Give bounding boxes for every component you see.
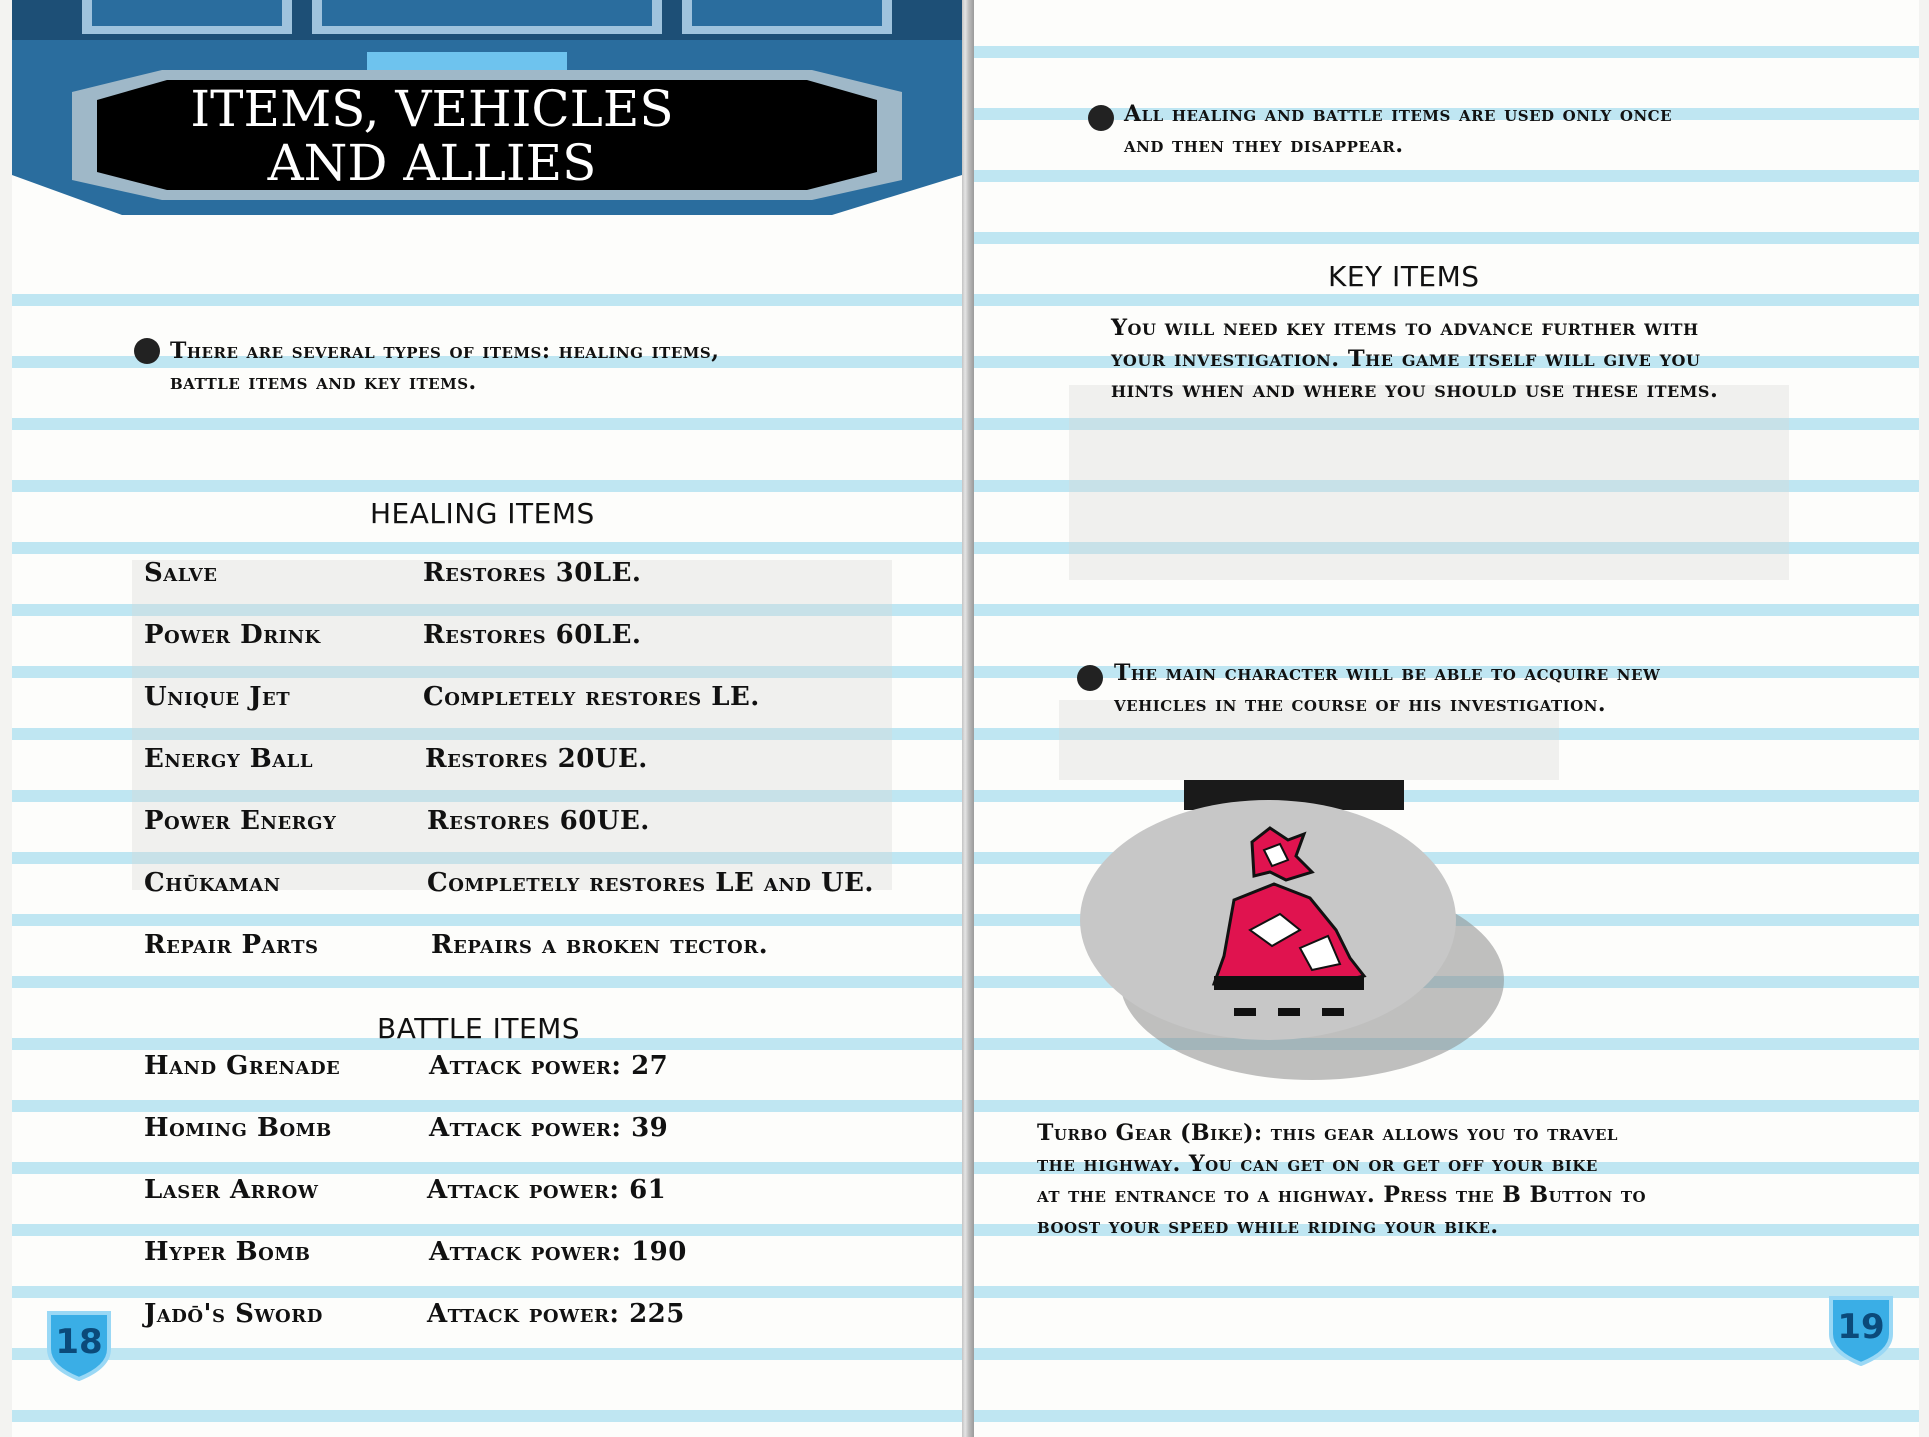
vehicle-line-2: vehicles in the course of his investigation. [1114, 691, 1607, 717]
battle-item-name: Laser Arrow [144, 1175, 319, 1205]
healing-item-effect: Restores 30LE. [423, 558, 642, 588]
battle-item-effect: Attack power: 27 [429, 1051, 669, 1081]
turbo-gear-paragraph [1037, 1118, 1646, 1242]
battle-items-heading: BATTLE ITEMS [377, 1012, 581, 1045]
intro-line-2: battle items and key items. [170, 369, 477, 395]
turbo-gear-bike-icon [1074, 780, 1514, 1090]
healing-item-name: Unique Jet [144, 682, 291, 712]
healing-item-effect: Restores 60UE. [427, 806, 650, 836]
battle-item-name: Hand Grenade [144, 1051, 341, 1081]
faded-background-block [1069, 385, 1789, 580]
key-items-heading: KEY ITEMS [1328, 260, 1480, 293]
healing-item-name: Repair Parts [144, 930, 319, 960]
page-number-badge [1826, 1290, 1896, 1366]
title-line-2: AND ALLIES [267, 134, 597, 192]
healing-item-effect: Repairs a broken tector. [431, 930, 769, 960]
healing-item-name: Energy Ball [144, 744, 313, 774]
healing-item-name: Chūkaman [144, 868, 281, 898]
left-page [12, 0, 962, 1437]
battle-item-effect: Attack power: 190 [429, 1237, 687, 1267]
page-title [162, 82, 702, 190]
battle-item-effect: Attack power: 39 [429, 1113, 669, 1143]
intro-line-1: There are several types of items: healing items, [170, 338, 720, 364]
healing-item-effect: Completely restores LE. [423, 682, 760, 712]
healing-items-heading: HEALING ITEMS [370, 497, 595, 530]
healing-item-effect: Restores 20UE. [425, 744, 648, 774]
page-number-badge [44, 1305, 114, 1381]
healing-item-name: Salve [144, 558, 218, 588]
title-line-1: ITEMS, VEHICLES [190, 80, 674, 138]
battle-item-effect: Attack power: 225 [427, 1299, 685, 1329]
bullet-icon [1077, 665, 1103, 691]
intro-paragraph [170, 336, 719, 398]
battle-item-name: Homing Bomb [144, 1113, 332, 1143]
battle-item-effect: Attack power: 61 [427, 1175, 667, 1205]
key-line-1: You will need key items to advance further with [1111, 315, 1699, 341]
usage-note [1124, 99, 1672, 161]
page-number: 18 [55, 1322, 103, 1362]
key-items-paragraph [1111, 313, 1718, 406]
faded-background-block [132, 560, 892, 890]
note-line-1: All healing and battle items are used only once [1124, 101, 1673, 127]
key-line-3: hints when and where you should use these items. [1111, 377, 1719, 403]
right-page [974, 0, 1919, 1437]
battle-item-name: Jadō's Sword [144, 1299, 323, 1329]
healing-item-name: Power Drink [144, 620, 321, 650]
page-number: 19 [1837, 1307, 1885, 1347]
bike-line-3: at the entrance to a highway. Press the B Button to [1037, 1182, 1647, 1208]
key-line-2: your investigation. The game itself will give you [1111, 346, 1701, 372]
battle-item-name: Hyper Bomb [144, 1237, 311, 1267]
note-line-2: and then they disappear. [1124, 132, 1404, 158]
bike-line-1: Turbo Gear (Bike): this gear allows you to travel [1037, 1120, 1618, 1146]
vehicles-paragraph [1114, 658, 1660, 720]
healing-item-name: Power Energy [144, 806, 337, 836]
bullet-icon [1088, 105, 1114, 131]
bullet-icon [134, 338, 160, 364]
bike-line-4: boost your speed while riding your bike. [1037, 1213, 1499, 1239]
vehicle-line-1: The main character will be able to acquire new [1114, 660, 1661, 686]
bike-line-2: the highway. You can get on or get off your bike [1037, 1151, 1598, 1177]
healing-item-effect: Restores 60LE. [423, 620, 642, 650]
healing-item-effect: Completely restores LE and UE. [427, 868, 874, 898]
